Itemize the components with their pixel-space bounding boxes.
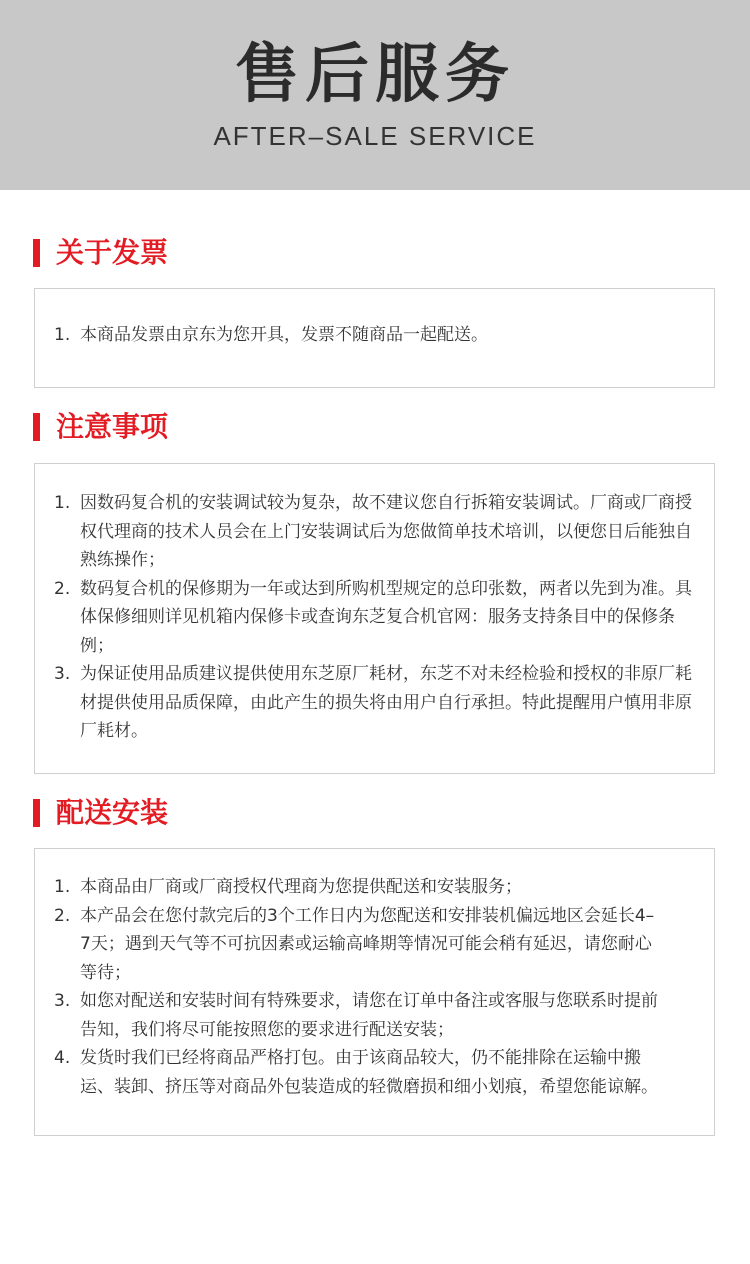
item-number: 1. <box>54 493 71 513</box>
list-item <box>54 321 694 350</box>
item-number: 2. <box>54 905 71 926</box>
page-title: 售后服务 <box>235 38 515 112</box>
item-number: 4. <box>54 1048 71 1068</box>
list-item <box>54 489 694 575</box>
item-list <box>54 321 694 350</box>
list-item <box>54 987 664 1044</box>
section-heading-invoice <box>33 236 168 270</box>
section-marker <box>33 799 40 827</box>
item-text: 本商品由厂商或厂商授权代理商为您提供配送和安装服务； <box>80 877 522 897</box>
section-heading-notes <box>33 410 168 444</box>
list-item <box>54 575 694 661</box>
section-heading-delivery <box>33 796 168 830</box>
item-list <box>54 489 694 746</box>
section-marker <box>33 413 40 441</box>
item-text: 因数码复合机的安装调试较为复杂，故不建议您自行拆箱安装调试。厂商或厂商授权代理商的技术人员会在上门安装调试后为您做简单技术培训，以便您日后能独自熟练操作； <box>80 493 692 570</box>
section-box-delivery <box>34 848 715 1136</box>
section-box-notes <box>34 463 715 774</box>
item-text: 如您对配送和安装时间有特殊要求，请您在订单中备注或客服与您联系时提前告知，我们将尽可能按照您的要求进行配送安装； <box>80 991 658 1040</box>
header-banner <box>0 0 750 190</box>
item-number: 1. <box>54 877 71 897</box>
page-subtitle: AFTER–SALE SERVICE <box>213 121 537 151</box>
item-list <box>54 873 664 1101</box>
item-number: 3. <box>54 664 71 684</box>
list-item <box>54 660 694 746</box>
list-item <box>54 873 664 902</box>
item-number: 3. <box>54 991 71 1011</box>
item-text: 发货时我们已经将商品严格打包。由于该商品较大，仍不能排除在运输中搬运、装卸、挤压等对商品外包装造成的轻微磨损和细小划痕，希望您能谅解。 <box>80 1048 658 1097</box>
item-text: 数码复合机的保修期为一年或达到所购机型规定的总印张数，两者以先到为准。具体保修细则详见机箱内保修卡或查询东芝复合机官网：服务支持条目中的保修条例； <box>80 578 692 656</box>
item-number: 1. <box>54 325 71 345</box>
list-item <box>54 902 664 988</box>
item-number: 2. <box>54 578 71 599</box>
item-text: 为保证使用品质建议提供使用东芝原厂耗材，东芝不对未经检验和授权的非原厂耗材提供使用品质保障，由此产生的损失将由用户自行承担。特此提醒用户慎用非原厂耗材。 <box>80 664 692 741</box>
item-text: 本商品发票由京东为您开具，发票不随商品一起配送。 <box>80 325 488 345</box>
list-item <box>54 1044 664 1101</box>
section-title: 关于发票 <box>56 236 169 269</box>
section-marker <box>33 239 40 267</box>
section-title: 注意事项 <box>56 410 169 443</box>
section-title: 配送安装 <box>56 796 169 829</box>
section-box-invoice <box>34 288 715 388</box>
item-text: 本产品会在您付款完后的3个工作日内为您配送和安排装机偏远地区会延长4–7天；遇到天气等不可抗因素或运输高峰期等情况可能会稍有延迟，请您耐心等待； <box>80 905 655 983</box>
